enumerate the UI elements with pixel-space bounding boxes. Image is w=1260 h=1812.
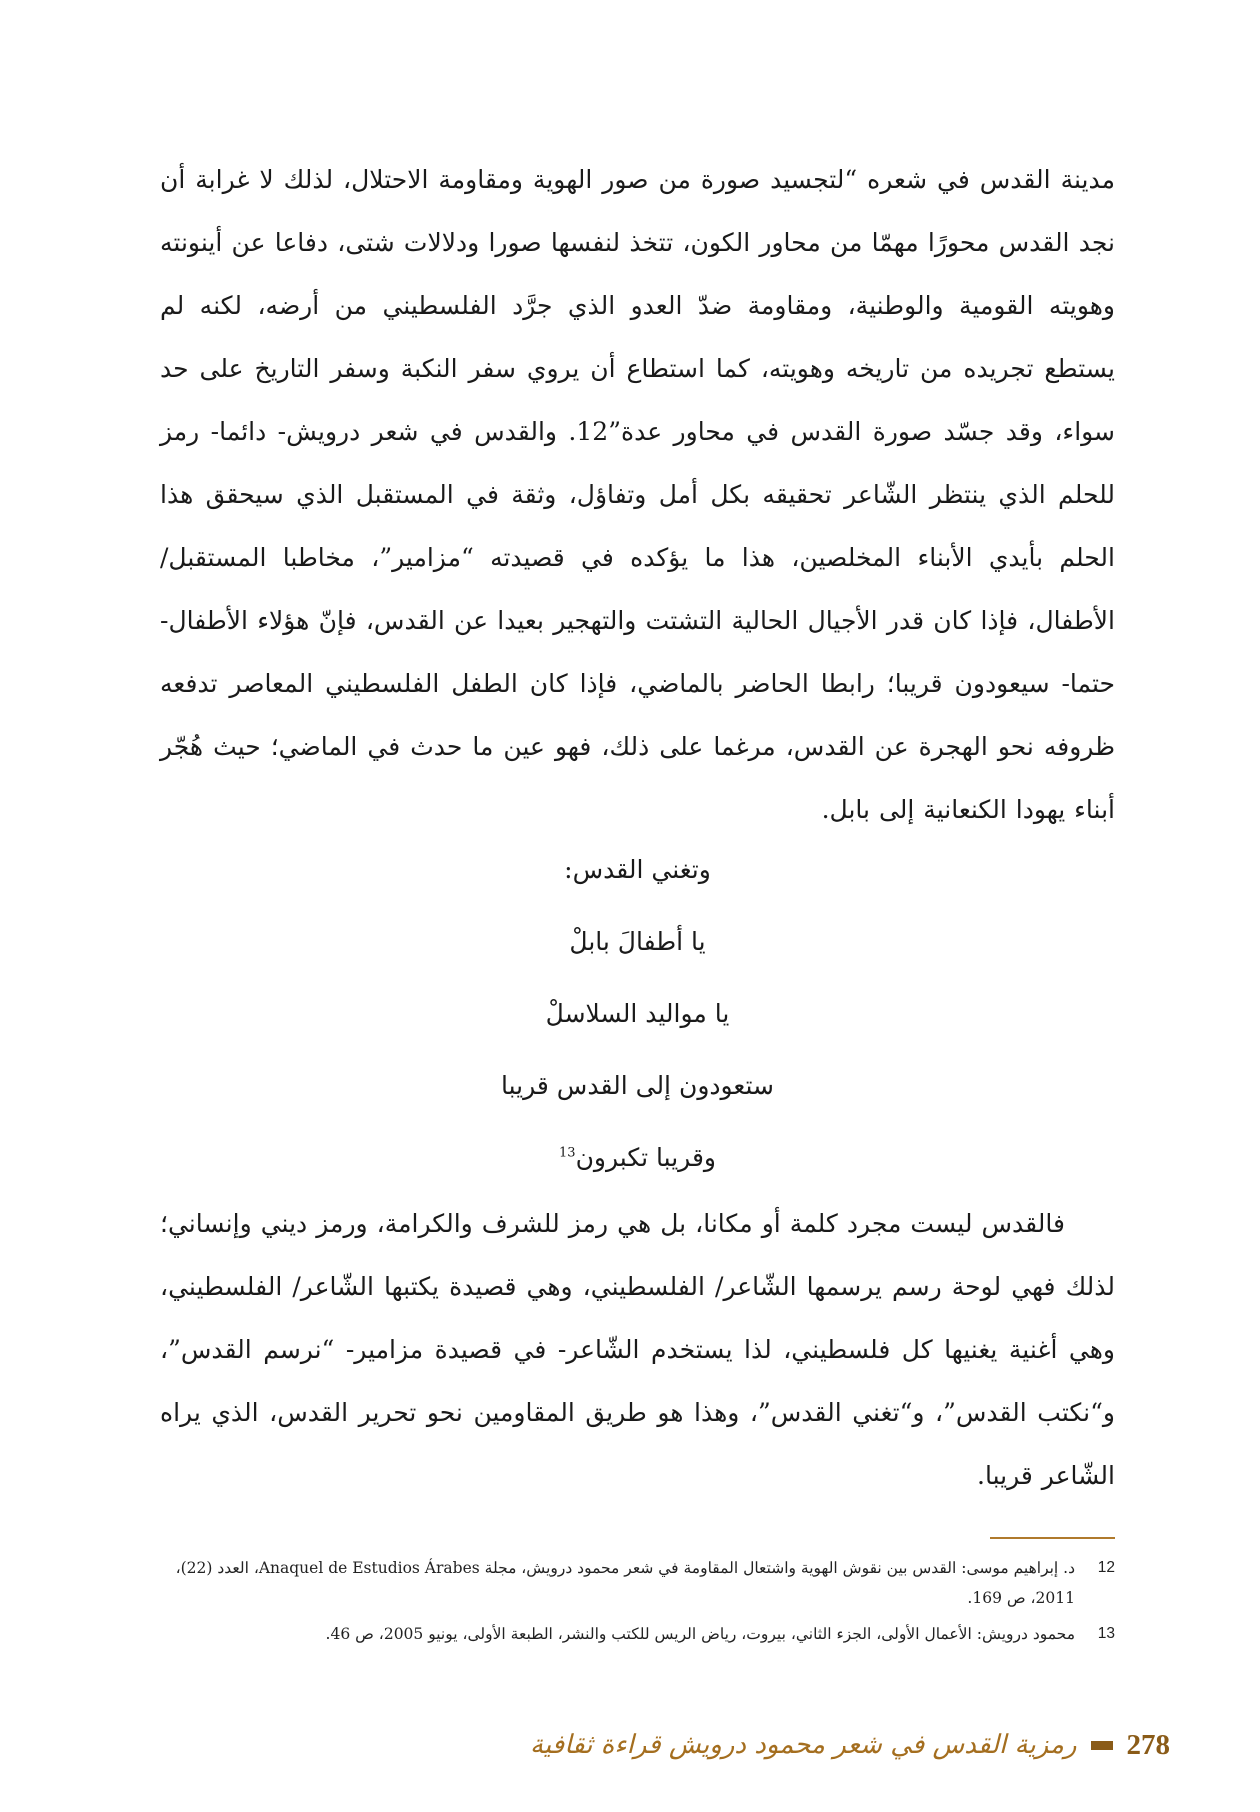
poem-excerpt — [160, 834, 1115, 1194]
running-title: رمزية القدس في شعر محمود درويش قراءة ثقافية — [530, 1730, 1077, 1760]
page-footer — [530, 1720, 1170, 1770]
footnote-item — [160, 1619, 1115, 1649]
footnote-number: 13 — [1097, 1625, 1115, 1642]
footnote-number: 12 — [1097, 1559, 1115, 1576]
footnote-item — [160, 1553, 1115, 1613]
poem-line-5-text: وقريبا تكبرون — [575, 1143, 716, 1172]
poem-line-1: وتغني القدس: — [564, 855, 711, 884]
footnote-text: محمود درويش: الأعمال الأولى، الجزء الثاني، بيروت، رياض الريس للكتب والنشر، الطبعة الأولى، يونيو 2005، ص 46. — [325, 1625, 1075, 1643]
poem-line-4: ستعودون إلى القدس قريبا — [501, 1071, 774, 1100]
poem-line-3: يا مواليد السلاسلْ — [545, 999, 730, 1028]
footnote-separator — [990, 1537, 1115, 1539]
page-number: 278 — [1126, 1728, 1170, 1761]
body-paragraph-2: فالقدس ليست مجرد كلمة أو مكانا، بل هي رمز للشرف والكرامة، ورمز ديني وإنساني؛ لذلك فهي لوحة رسم يرسمها الشّاعر/ الفلسطيني، وهي قصيدة يكتبها الشّاعر/ الفلسطيني، وهي أغنية يغنيها كل فلسطيني، لذا يستخدم الشّاعر- في قصيدة مزامير- “نرسم القدس”، و“نكتب القدس”، و“تغني القدس”، وهذا هو طريق المقاومين نحو تحرير القدس، الذي يراه الشّاعر قريبا. — [160, 1209, 1115, 1490]
poem-line-5 — [160, 1122, 1115, 1194]
poem-line-2: يا أطفالَ بابلْ — [569, 927, 706, 956]
footnote-ref-13: 13 — [559, 1145, 576, 1161]
footer-bar-decoration — [1091, 1741, 1113, 1750]
footnote-text: د. إبراهيم موسى: القدس بين نقوش الهوية واشتعال المقاومة في شعر محمود درويش، مجلة Anaquel de Estudios Árabes، العدد (22)، 2011، ص 169. — [175, 1559, 1075, 1607]
body-paragraph-1: مدينة القدس في شعره “لتجسيد صورة من صور الهوية ومقاومة الاحتلال، لذلك لا غرابة أن نجد القدس محورًا مهمّا من محاور الكون، تتخذ لنفسها صورا ودلالات شتى، دفاعا عن أينونته وهويته القومية والوطنية، ومقاومة ضدّ العدو الذي جرَّد الفلسطيني من أرضه، لكنه لم يستطع تجريده من تاريخه وهويته، كما استطاع أن يروي سفر النكبة وسفر التاريخ على حد سواء، وقد جسّد صورة القدس في محاور عدة”12. والقدس في شعر درويش- دائما- رمز للحلم الذي ينتظر الشّاعر تحقيقه بكل أمل وتفاؤل، وثقة في المستقبل الذي سيحقق هذا الحلم بأيدي الأبناء المخلصين، هذا ما يؤكده في قصيدته “مزامير”، مخاطبا المستقبل/ الأطفال، فإذا كان قدر الأجيال الحالية التشتت والتهجير بعيدا عن القدس، فإنّ هؤلاء الأطفال- حتما- سيعودون قريبا؛ رابطا الحاضر بالماضي، فإذا كان الطفل الفلسطيني المعاصر تدفعه ظروفه نحو الهجرة عن القدس، مرغما على ذلك، فهو عين ما حدث في الماضي؛ حيث هُجّر أبناء يهودا الكنعانية إلى بابل. — [160, 165, 1115, 824]
footnotes — [160, 1553, 1115, 1655]
